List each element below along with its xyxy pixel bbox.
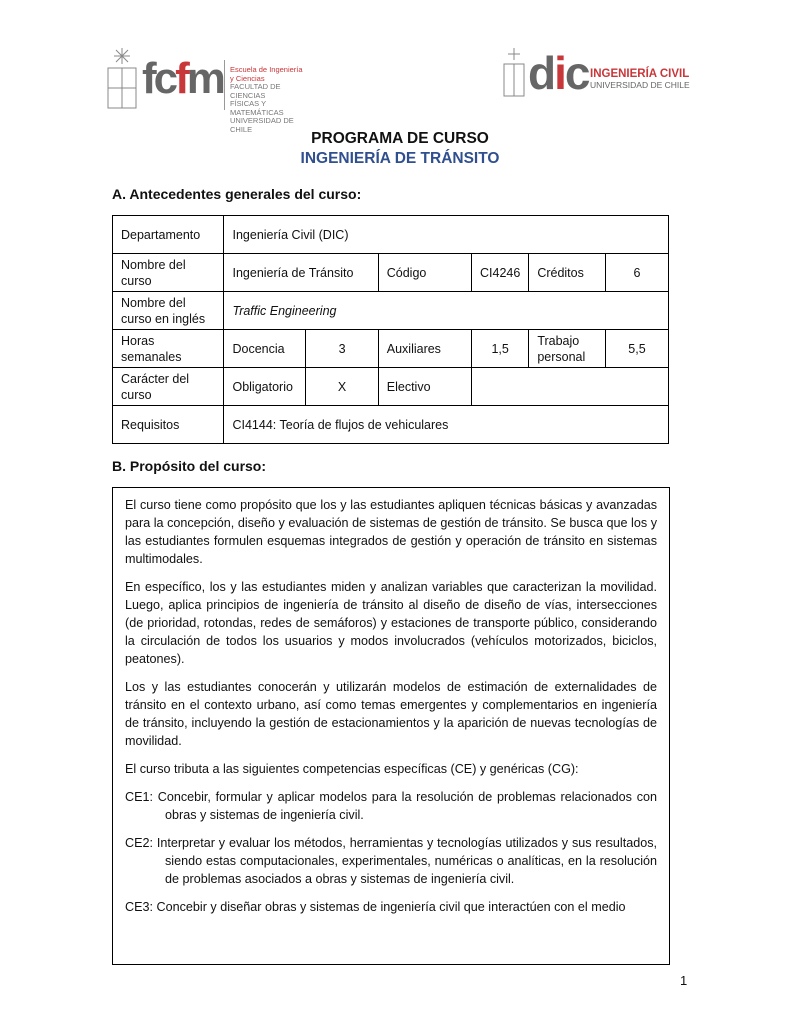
section-a-heading: A. Antecedentes generales del curso: — [112, 186, 362, 202]
cell: X — [306, 368, 378, 406]
fcfm-line: Escuela de Ingeniería — [230, 65, 303, 74]
paragraph: En específico, los y las estudiantes miden y analizan variables que caracterizan la movilidad. Luego, aplica principios de ingeniería de tránsito al diseño de diseño de vías, intersecciones (de prioridad, rotondas, redes de semáforos) y estaciones de transporte público, considerando la circulación de todos los usuarios y modos involucrados (vehículos motorizados, biciclos, peatones). — [125, 580, 657, 666]
page-title: PROGRAMA DE CURSO — [311, 130, 489, 147]
dic-logo: dic INGENIERÍA CIVIL UNIVERSIDAD DE CHILE — [502, 46, 702, 100]
table-row — [113, 406, 669, 444]
cell: Horas semanales — [113, 330, 224, 368]
table-row — [113, 292, 669, 330]
paragraph: El curso tributa a las siguientes competencias específicas (CE) y genéricas (CG): — [125, 762, 579, 776]
table-row — [113, 216, 669, 254]
cell: 1,5 — [472, 330, 529, 368]
cell: Nombre del curso — [113, 254, 224, 292]
university-seal-icon — [502, 46, 526, 98]
table-row — [113, 368, 669, 406]
university-seal-icon — [106, 46, 138, 110]
cell: Auxiliares — [378, 330, 471, 368]
cell: CI4246 — [472, 254, 529, 292]
cell: 5,5 — [605, 330, 668, 368]
competency-item: CE3: Concebir y diseñar obras y sistemas de ingeniería civil que interactúen con el medio — [125, 900, 626, 914]
cell: Nombre del curso en inglés — [113, 292, 224, 330]
page-subtitle: INGENIERÍA DE TRÁNSITO — [300, 150, 500, 167]
dic-line1: INGENIERÍA CIVIL — [590, 68, 690, 80]
cell: 3 — [306, 330, 378, 368]
cell: Docencia — [224, 330, 306, 368]
cell: Carácter del curso — [113, 368, 224, 406]
cell: Electivo — [378, 368, 471, 406]
cell: Código — [378, 254, 471, 292]
table-row — [113, 330, 669, 368]
competency-item: CE1: Concebir, formular y aplicar modelos para la resolución de problemas relacionados con obras y sistemas de ingeniería civil. — [125, 790, 657, 822]
cell: Ingeniería Civil (DIC) — [224, 216, 669, 254]
cell: 6 — [605, 254, 668, 292]
cell: Trabajo personal — [529, 330, 606, 368]
cell: Requisitos — [113, 406, 224, 444]
cell: Ingeniería de Tránsito — [224, 254, 378, 292]
fcfm-logo: fcfm Escuela de Ingeniería y Ciencias FACULTAD DE CIENCIAS FÍSICAS Y MATEMÁTICAS UNIVERSIDAD DE CHILE — [106, 46, 306, 112]
cell: Obligatorio — [224, 368, 306, 406]
fcfm-line: y Ciencias — [230, 73, 265, 83]
section-b-heading: B. Propósito del curso: — [112, 458, 267, 474]
cell — [472, 368, 669, 406]
table-row — [113, 254, 669, 292]
page-number: 1 — [680, 973, 688, 988]
purpose-box — [112, 487, 670, 965]
cell: Traffic Engineering — [224, 292, 669, 330]
competency-item: CE2: Interpretar y evaluar los métodos, herramientas y tecnologías utilizados y sus resultados, siendo estas computacionales, experimentales, numéricas o analíticas, en la resolución de problemas asociados a obras y sistemas de ingeniería civil. — [125, 836, 657, 886]
cell: Créditos — [529, 254, 606, 292]
fcfm-line: FÍSICAS Y MATEMÁTICAS — [230, 99, 284, 117]
dic-line2: UNIVERSIDAD DE CHILE — [590, 80, 690, 90]
cell: CI4144: Teoría de flujos de vehiculares — [224, 406, 669, 444]
cell: Departamento — [113, 216, 224, 254]
fcfm-line: FACULTAD DE CIENCIAS — [230, 82, 281, 100]
paragraph: Los y las estudiantes conocerán y utilizarán modelos de estimación de externalidades de tránsito en el contexto urbano, así como temas emergentes y complementarios en ingeniería de tránsito, incluyendo la gestión de estacionamientos y la aparición de nuevas tecnologías de movilidad. — [125, 680, 657, 748]
paragraph: El curso tiene como propósito que los y las estudiantes apliquen técnicas básicas y avanzadas para la concepción, diseño y evaluación de sistemas de gestión de tránsito. Se busca que los y las estudiantes formulen esquemas integrados de gestión y operación de tránsito en sistemas multimodales. — [125, 498, 657, 566]
course-info-table — [112, 215, 669, 444]
fcfm-line: UNIVERSIDAD DE CHILE — [230, 116, 294, 134]
